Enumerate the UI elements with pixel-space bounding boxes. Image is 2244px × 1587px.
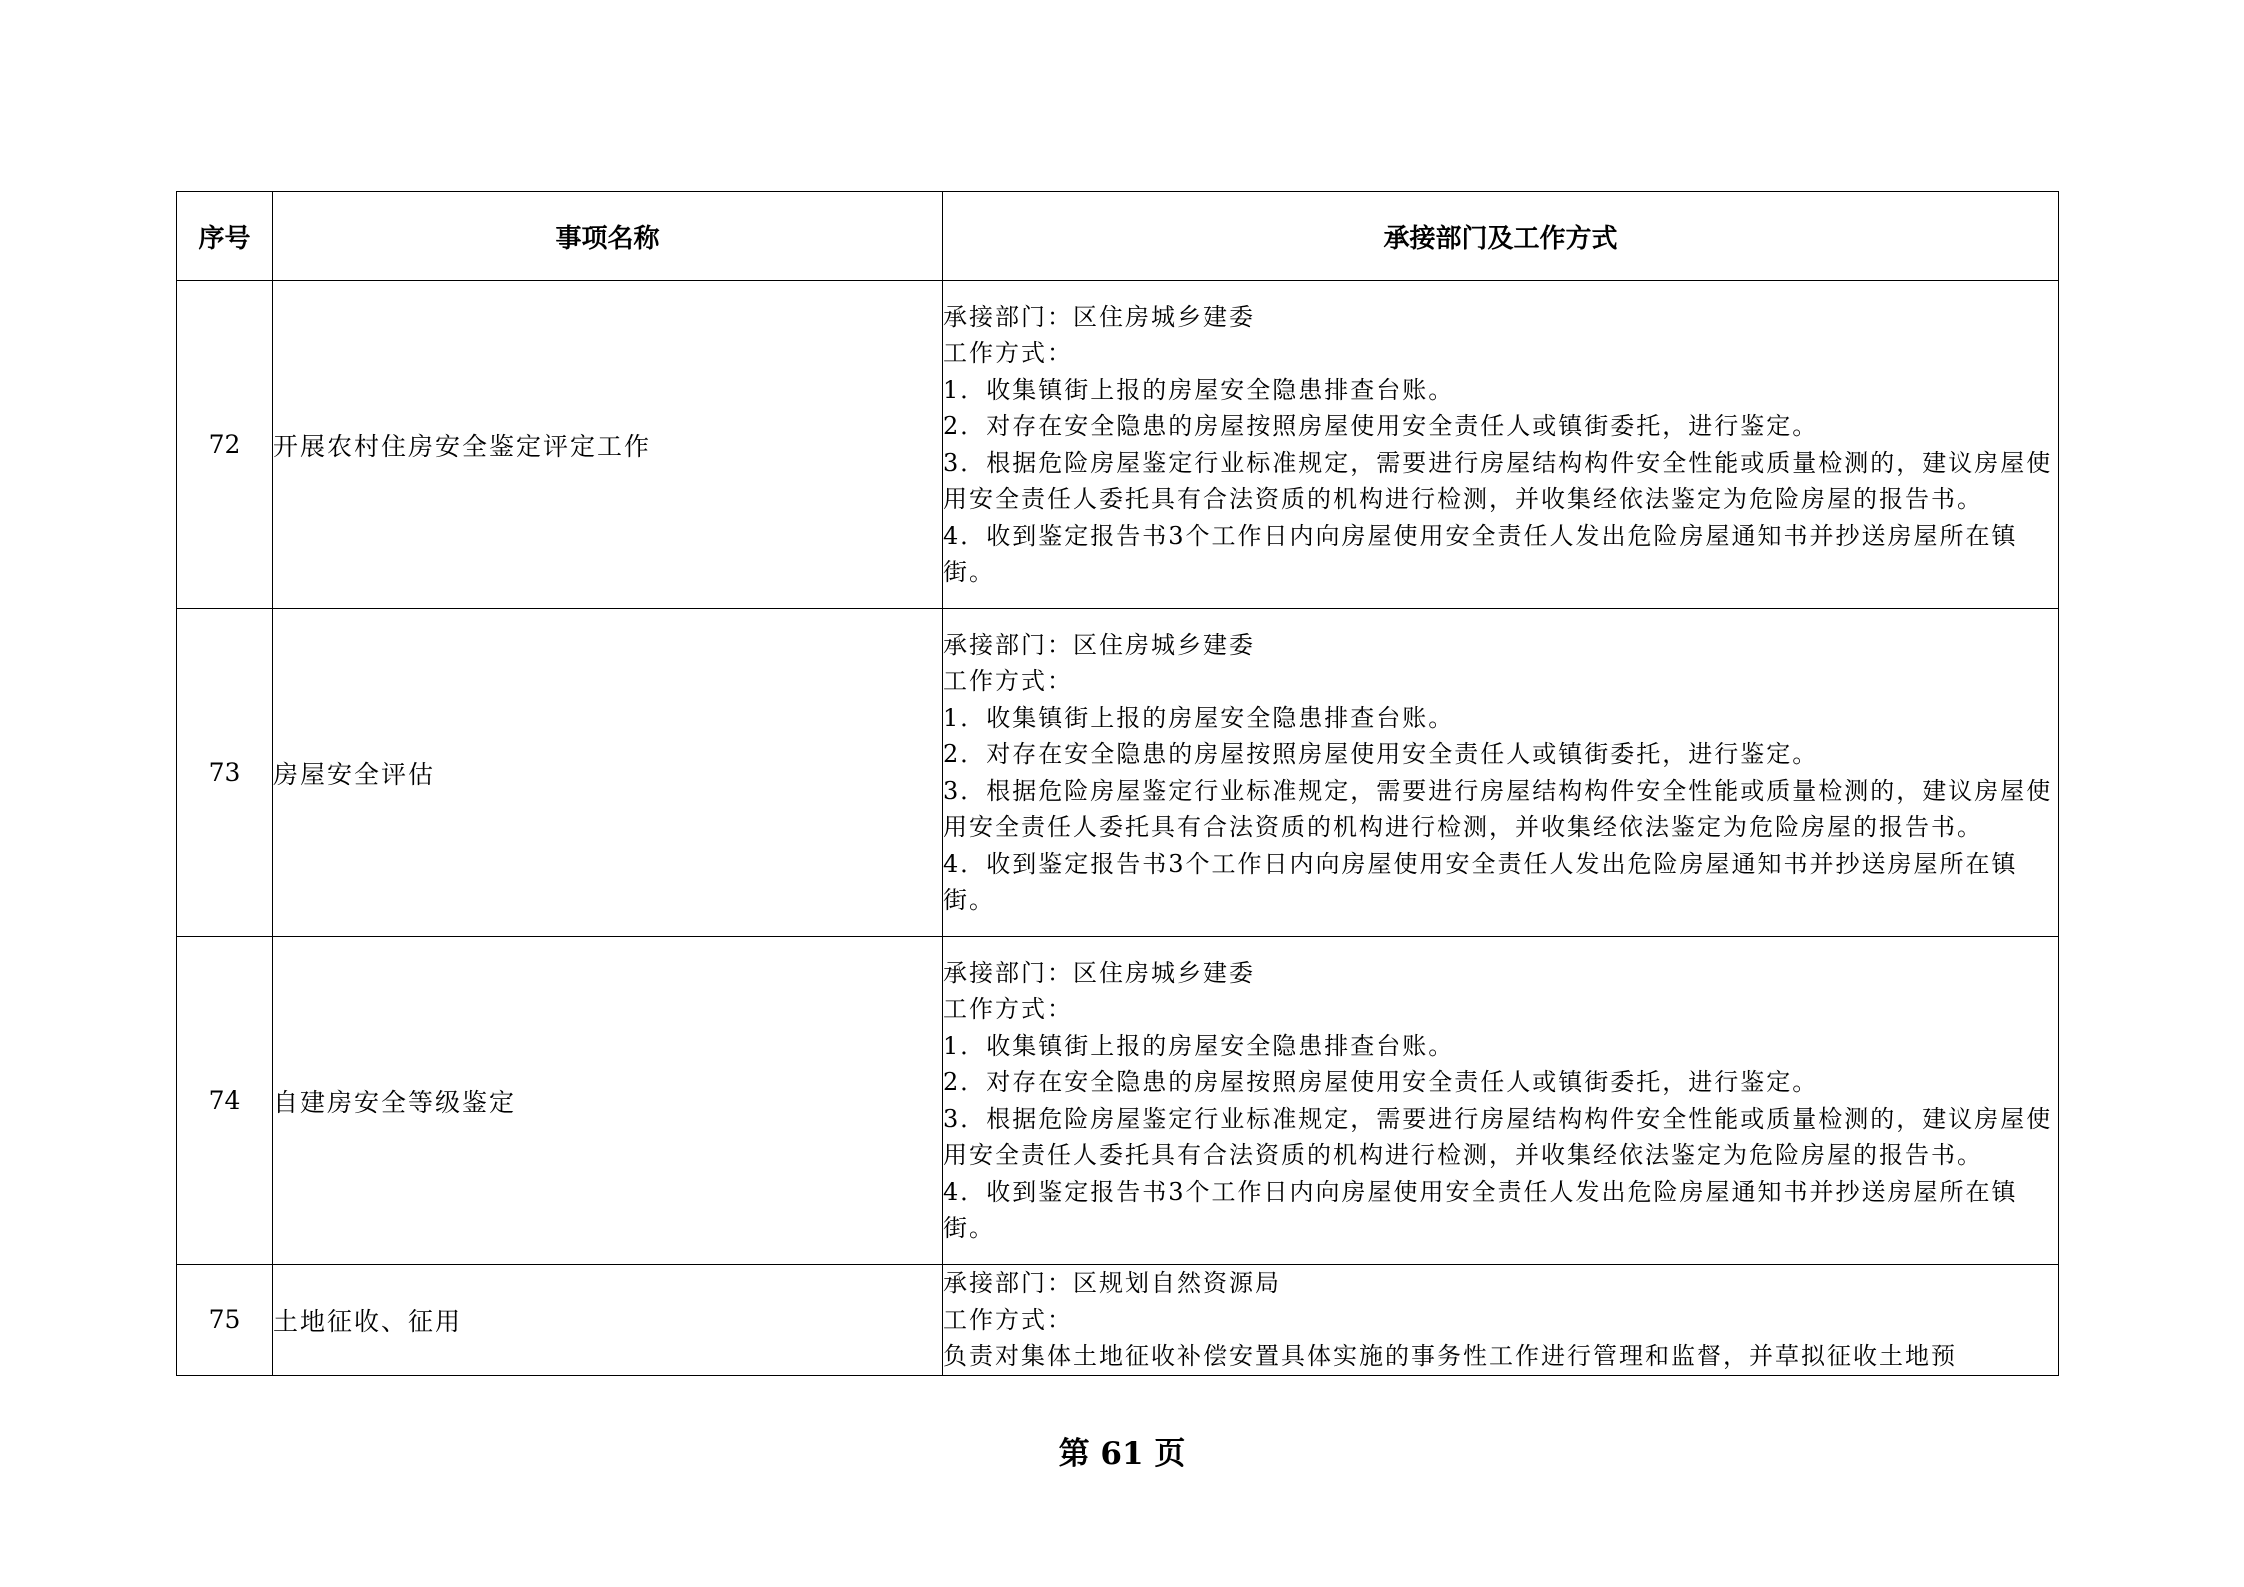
method-step: 1．收集镇街上报的房屋安全隐患排查台账。 bbox=[943, 375, 1455, 404]
row-number: 73 bbox=[177, 609, 273, 937]
method-step: 2．对存在安全隐患的房屋按照房屋使用安全责任人或镇街委托，进行鉴定。 bbox=[943, 1068, 1819, 1096]
method-step: 1．收集镇街上报的房屋安全隐患排查台账。 bbox=[943, 1031, 1455, 1060]
dept-method-cell bbox=[943, 609, 2059, 937]
method-step: 4．收到鉴定报告书3个工作日内向房屋使用安全责任人发出危险房屋通知书并抄送房屋所在镇街。 bbox=[943, 521, 2018, 586]
method-step: 4．收到鉴定报告书3个工作日内向房屋使用安全责任人发出危险房屋通知书并抄送房屋所在镇街。 bbox=[943, 1177, 2018, 1242]
method-step: 3．根据危险房屋鉴定行业标准规定，需要进行房屋结构构件安全性能或质量检测的，建议房屋使用安全责任人委托具有合法资质的机构进行检测，并收集经依法鉴定为危险房屋的报告书。 bbox=[943, 448, 2053, 513]
row-number: 75 bbox=[177, 1265, 273, 1376]
method-step: 2．对存在安全隐患的房屋按照房屋使用安全责任人或镇街委托，进行鉴定。 bbox=[943, 412, 1819, 440]
item-name: 自建房安全等级鉴定 bbox=[273, 937, 943, 1265]
item-name: 房屋安全评估 bbox=[273, 609, 943, 937]
row-number: 74 bbox=[177, 937, 273, 1265]
method-label: 工作方式： bbox=[943, 667, 1073, 695]
dept-line: 承接部门：区住房城乡建委 bbox=[943, 958, 1255, 987]
method-step: 负责对集体土地征收补偿安置具体实施的事务性工作进行管理和监督，并草拟征收土地预 bbox=[943, 1342, 1957, 1370]
method-step: 4．收到鉴定报告书3个工作日内向房屋使用安全责任人发出危险房屋通知书并抄送房屋所在镇街。 bbox=[943, 849, 2018, 914]
method-step: 3．根据危险房屋鉴定行业标准规定，需要进行房屋结构构件安全性能或质量检测的，建议房屋使用安全责任人委托具有合法资质的机构进行检测，并收集经依法鉴定为危险房屋的报告书。 bbox=[943, 776, 2053, 841]
items-table bbox=[176, 191, 2059, 1376]
table-row bbox=[177, 937, 2059, 1265]
method-label: 工作方式： bbox=[943, 995, 1073, 1023]
table-row bbox=[177, 609, 2059, 937]
dept-method-cell bbox=[943, 281, 2059, 609]
dept-line: 承接部门：区规划自然资源局 bbox=[943, 1269, 1281, 1297]
dept-line: 承接部门：区住房城乡建委 bbox=[943, 302, 1255, 331]
page-number: 第 61 页 bbox=[1058, 1436, 1186, 1472]
method-label: 工作方式： bbox=[943, 1305, 1073, 1334]
dept-line: 承接部门：区住房城乡建委 bbox=[943, 630, 1255, 659]
header-no: 序号 bbox=[177, 192, 273, 281]
dept-method-cell bbox=[943, 1265, 2059, 1376]
method-step: 2．对存在安全隐患的房屋按照房屋使用安全责任人或镇街委托，进行鉴定。 bbox=[943, 740, 1819, 768]
item-name: 开展农村住房安全鉴定评定工作 bbox=[273, 281, 943, 609]
item-name: 土地征收、征用 bbox=[273, 1265, 943, 1376]
table-header-row bbox=[177, 192, 2059, 281]
dept-method-cell bbox=[943, 937, 2059, 1265]
table-row bbox=[177, 1265, 2059, 1376]
method-step: 3．根据危险房屋鉴定行业标准规定，需要进行房屋结构构件安全性能或质量检测的，建议房屋使用安全责任人委托具有合法资质的机构进行检测，并收集经依法鉴定为危险房屋的报告书。 bbox=[943, 1104, 2053, 1169]
header-dept-method: 承接部门及工作方式 bbox=[943, 192, 2059, 281]
header-item-name: 事项名称 bbox=[273, 192, 943, 281]
method-step: 1．收集镇街上报的房屋安全隐患排查台账。 bbox=[943, 703, 1455, 732]
row-number: 72 bbox=[177, 281, 273, 609]
method-label: 工作方式： bbox=[943, 339, 1073, 367]
table-row bbox=[177, 281, 2059, 609]
